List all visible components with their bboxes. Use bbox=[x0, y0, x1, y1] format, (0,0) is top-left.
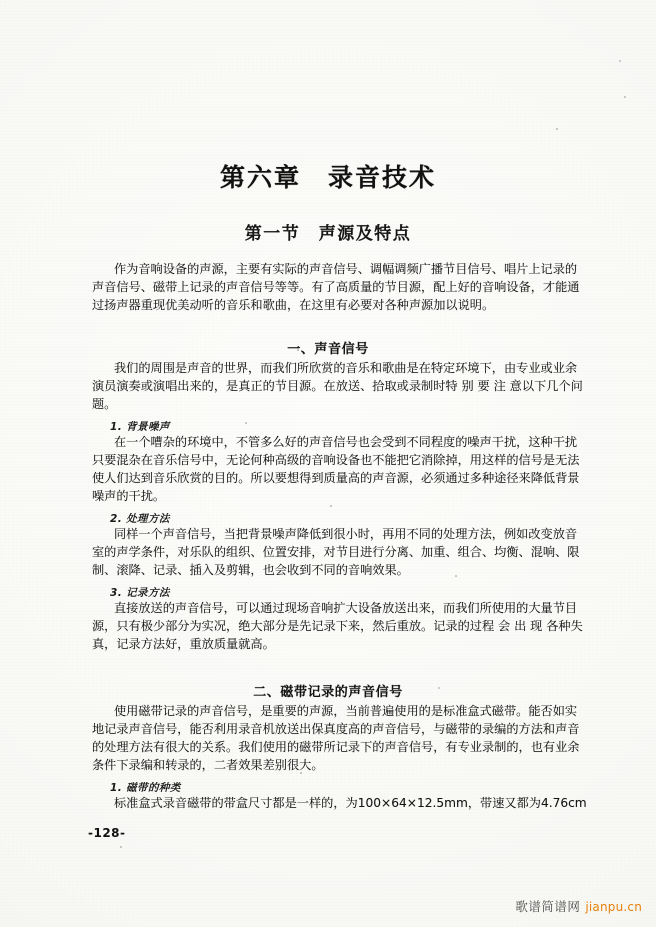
page-number: -128- bbox=[88, 826, 126, 840]
section-heading-1: 一、声音信号 bbox=[287, 342, 369, 357]
intro-line-1: 作为音响设备的声源，主要有实际的声音信号、调幅调频广播节目信号、唱片上记录的 bbox=[114, 262, 578, 276]
scan-speck bbox=[624, 96, 626, 98]
section-2-intro-line-3: 的处理方法有很大的关系。我们使用的磁带所记录下的声音信号，有专业录制的，也有业余 bbox=[92, 740, 580, 754]
section-2-intro-line-1: 使用磁带记录的声音信号，是重要的声源，当前普遍使用的是标准盒式磁带。能否如实 bbox=[114, 704, 578, 718]
item-1-1-line-3: 使人们达到音乐欣赏的目的。所以要想得到质量高的声音源，必须通过多种途径来降低背景 bbox=[92, 471, 580, 485]
item-heading-1-3: 3. 记录方法 bbox=[110, 587, 170, 599]
item-heading-1-2: 2. 处理方法 bbox=[110, 513, 170, 525]
item-1-1-line-1: 在一个嘈杂的环境中，不管多么好的声音信号也会受到不同程度的噪声干扰，这种干扰 bbox=[114, 435, 578, 449]
item-2-1-line-1: 标准盒式录音磁带的带盒尺寸都是一样的，为100×64×12.5mm，带速又都为4.76cm bbox=[114, 796, 587, 810]
item-1-2-line-1: 同样一个声音信号，当把背景噪声降低到很小时，再用不同的处理方法，例如改变放音 bbox=[114, 527, 578, 541]
chapter-title: 第六章 录音技术 bbox=[219, 163, 436, 192]
item-1-3-line-2: 源，只有极少部分为实况，绝大部分是先记录下来，然后重放。记录的过程 会 出 现 各种失 bbox=[92, 619, 583, 633]
item-heading-1-1: 1. 背景噪声 bbox=[110, 421, 170, 433]
intro-line-3: 过扬声器重现优美动听的音乐和歌曲，在这里有必要对各种声源加以说明。 bbox=[92, 298, 495, 312]
scan-speck bbox=[455, 575, 457, 577]
scan-speck bbox=[438, 687, 440, 689]
scan-speck bbox=[120, 846, 122, 848]
scan-speck bbox=[245, 422, 247, 424]
item-1-3-line-3: 真，记录方法好，重放质量就高。 bbox=[92, 637, 275, 651]
section-1-intro-line-2: 演员演奏或演唱出来的，是真正的节目源。在放送、拾取或录制时特 别 要 注 意以下几个问 bbox=[92, 379, 583, 393]
item-1-2-line-3: 制、滚降、记录、插入及剪辑，也会收到不同的音响效果。 bbox=[92, 563, 409, 577]
section-heading-2: 二、磁带记录的声音信号 bbox=[253, 685, 403, 700]
scan-speck bbox=[300, 772, 302, 774]
section-title: 第一节 声源及特点 bbox=[244, 224, 412, 244]
item-1-3-line-1: 直接放送的声音信号，可以通过现场音响扩大设备放送出来，而我们所使用的大量节目 bbox=[114, 601, 578, 615]
scan-speck bbox=[556, 128, 558, 130]
scan-speck bbox=[297, 349, 299, 351]
site-watermark bbox=[515, 897, 642, 915]
section-2-intro-line-4: 条件下录编和转录的，二者效果差别很大。 bbox=[92, 758, 324, 772]
section-1-intro-line-3: 题。 bbox=[92, 397, 117, 411]
item-heading-2-1: 1. 磁带的种类 bbox=[110, 782, 181, 794]
intro-line-2: 声音信号、磁带上记录的声音信号等等。有了高质量的节目源，配上好的音响设备，才能通 bbox=[92, 280, 580, 294]
item-1-2-line-2: 室的声学条件，对乐队的组织、位置安排，对节目进行分离、加重、组合、均衡、混响、限 bbox=[92, 545, 580, 559]
section-1-intro-line-1: 我们的周围是声音的世界，而我们所欣赏的音乐和歌曲是在特定环境下，由专业或业余 bbox=[114, 361, 578, 375]
watermark-url: jianpu.cn bbox=[585, 900, 642, 914]
watermark-site-name: 歌谱简谱网 bbox=[515, 899, 581, 914]
item-1-1-line-2: 只要混杂在音乐信号中，无论何种高级的音响设备也不能把它消除掉，用这样的信号是无法 bbox=[92, 453, 580, 467]
section-2-intro-line-2: 地记录声音信号，能否利用录音机放送出保真度高的声音信号，与磁带的录编的方法和声音 bbox=[92, 722, 580, 736]
item-1-1-line-4: 噪声的干扰。 bbox=[92, 489, 166, 503]
scan-speck bbox=[619, 60, 621, 62]
scan-speck bbox=[330, 505, 332, 507]
